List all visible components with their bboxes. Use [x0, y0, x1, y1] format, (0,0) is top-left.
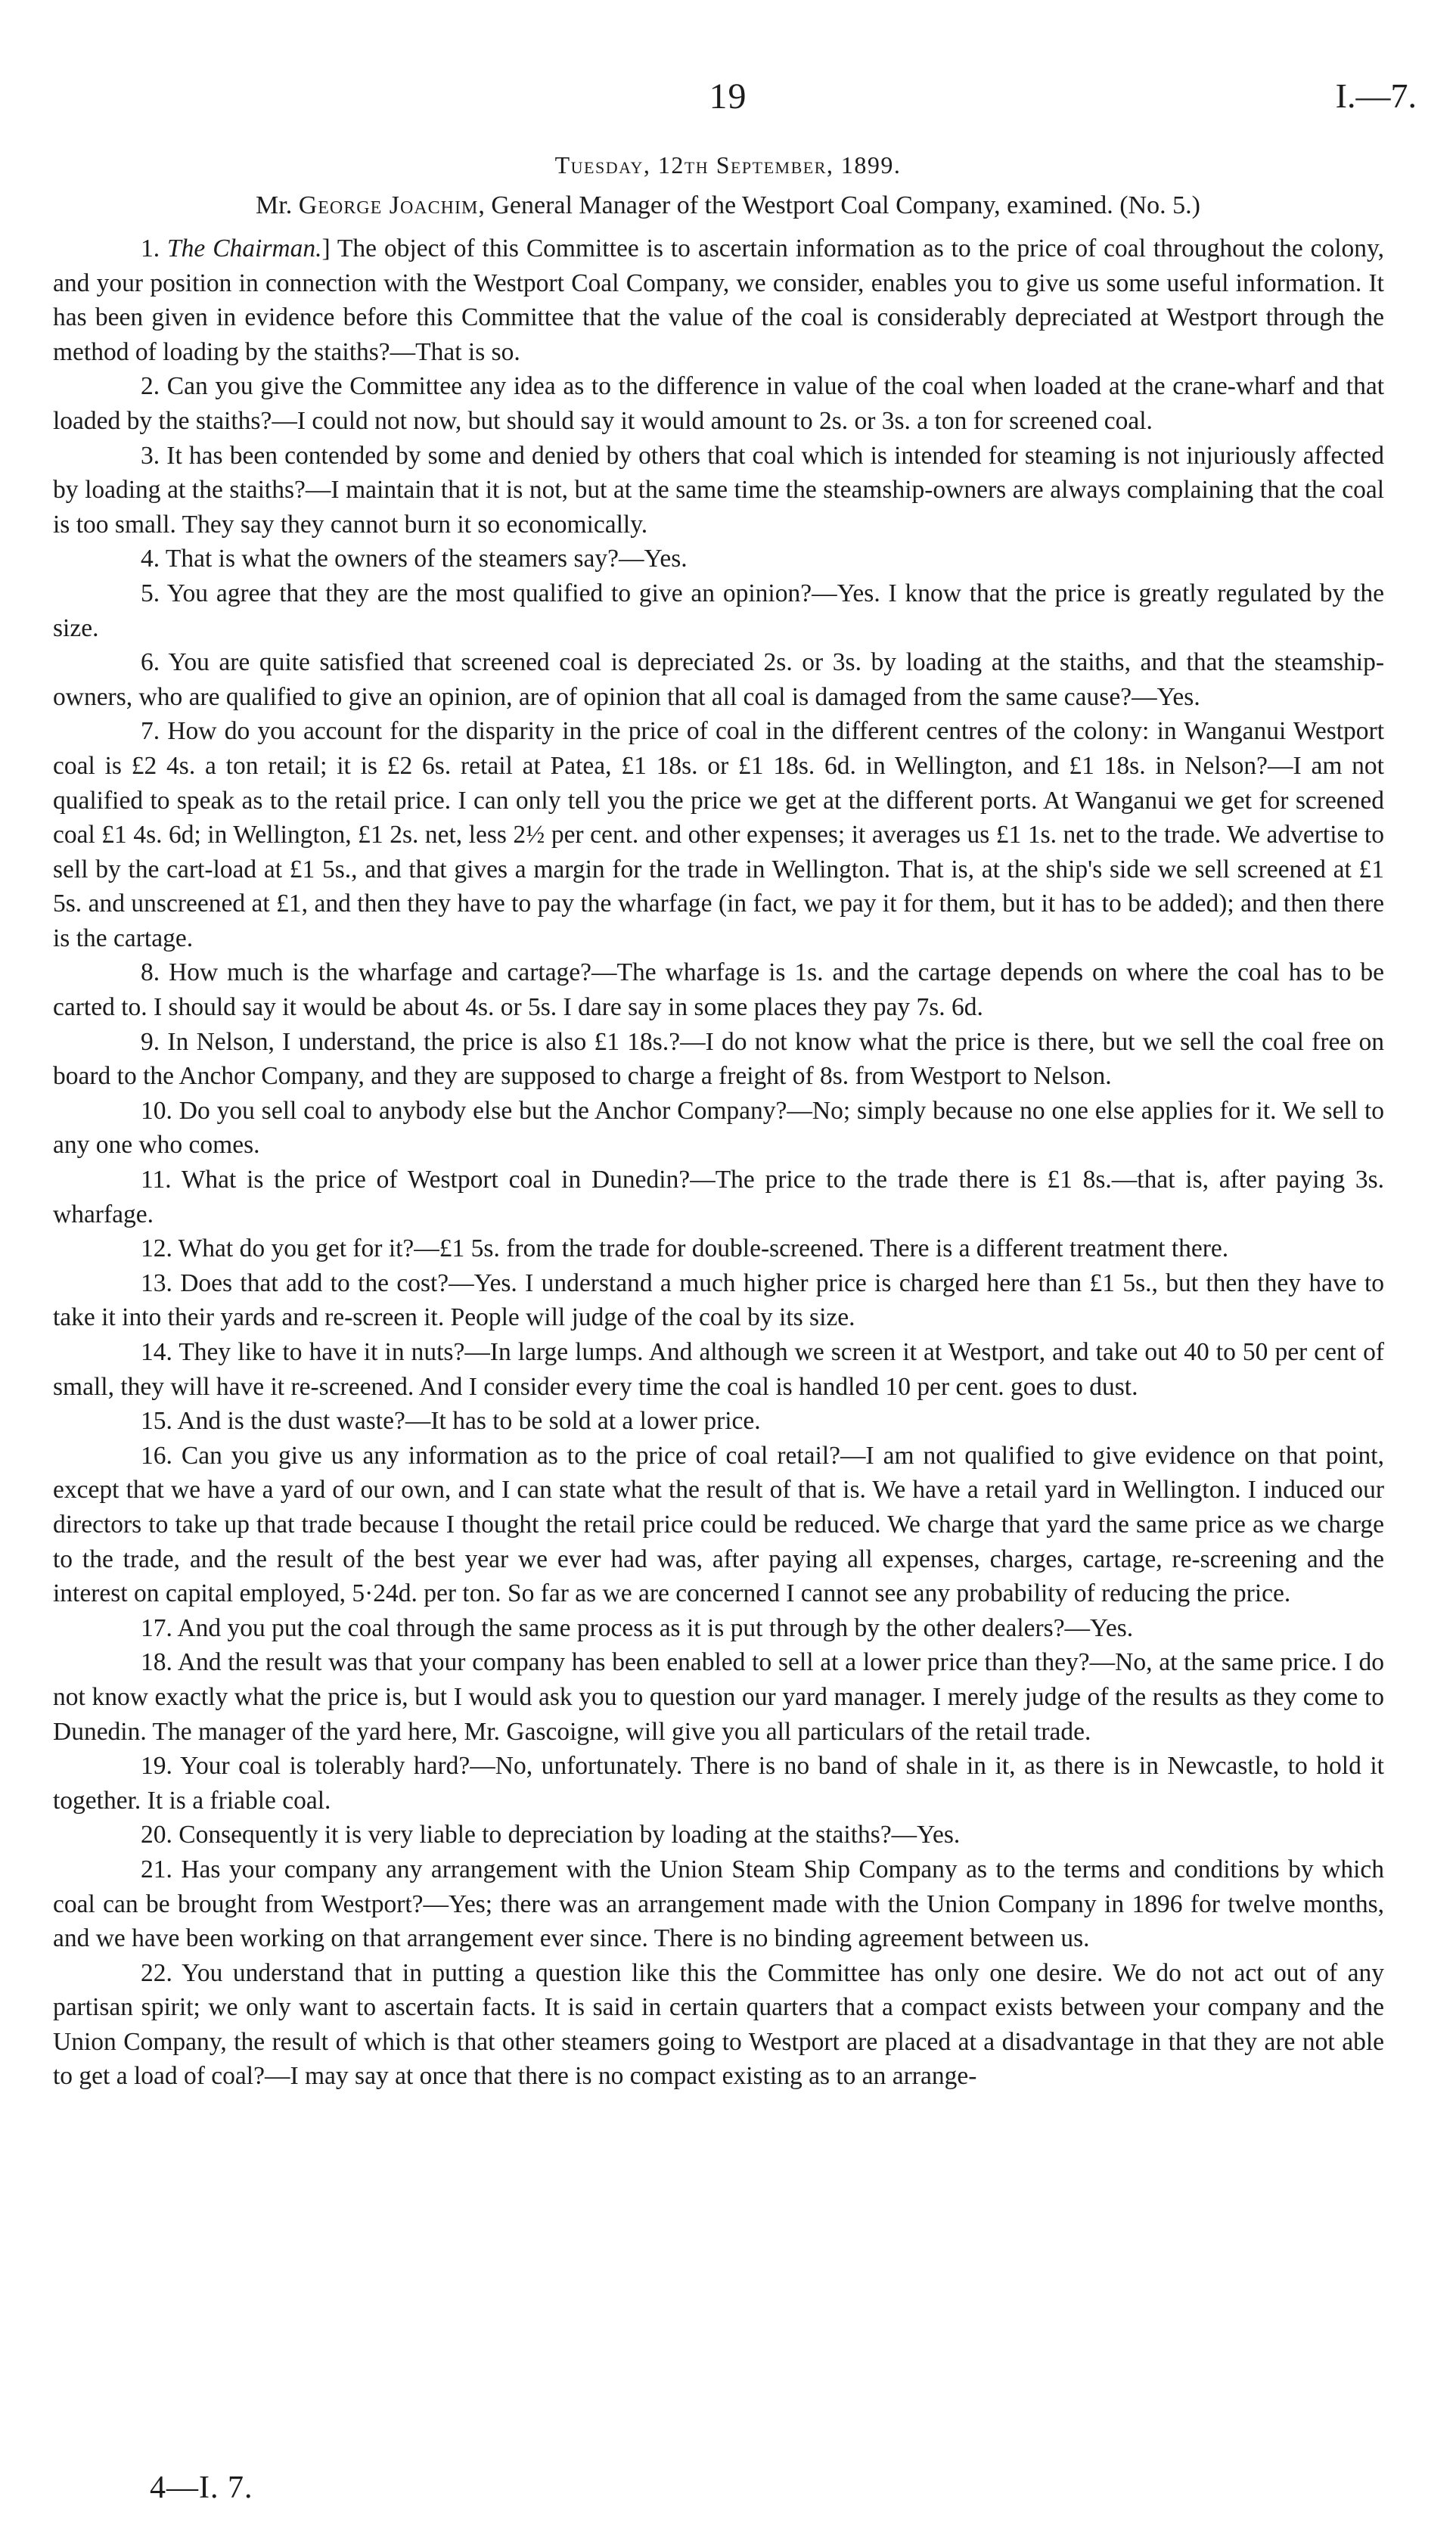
witness-prefix: Mr.: [256, 191, 299, 219]
question-paragraph: [53, 645, 1384, 714]
question-number: 16.: [141, 1441, 172, 1470]
question-paragraph: [53, 1163, 1384, 1231]
question-text: And is the dust waste?—It has to be sold at a lower price.: [177, 1407, 761, 1436]
question-number: 20.: [141, 1821, 172, 1849]
question-number: 6.: [141, 648, 160, 677]
question-text: In Nelson, I understand, the price is also £1 18s.?—I do not know what the price is there, but we sell the coal free on board to the Anchor Company, and they are supposed to charge a freight of 8s. from Westport to Nelson.: [53, 1027, 1384, 1091]
question-number: 3.: [141, 441, 160, 470]
question-number: 15.: [141, 1407, 172, 1436]
question-paragraph: [53, 576, 1384, 645]
question-text: It has been contended by some and denied by others that coal which is intended for steaming is not injuriously affected by loading at the staiths?—I maintain that it is not, but at the same time the steamship-owners are always complaining that the coal is too small. They say they cannot burn it so economically.: [53, 441, 1385, 539]
question-paragraph: [53, 1611, 1384, 1646]
question-paragraph: [53, 542, 1384, 576]
question-paragraph: [53, 955, 1384, 1024]
question-text: Do you sell coal to anybody else but the Anchor Company?—No; simply because no one else applies for it. We sell to any one who comes.: [53, 1096, 1385, 1160]
question-text: They like to have it in nuts?—In large lumps. And although we screen it at Westport, and take out 40 to 50 per cent of small, they will have it re-screened. And I consider every time the coal is handled 10 per cent. goes to dust.: [53, 1338, 1385, 1401]
date-heading: Tuesday, 12th September, 1899.: [554, 151, 902, 179]
question-number: 19.: [141, 1752, 172, 1781]
question-text: How much is the wharfage and cartage?—The wharfage is 1s. and the cartage depends on where the coal has to be carted to. I should say it would be about 4s. or 5s. I dare say in some places they pay 7s. 6d.: [53, 958, 1384, 1022]
question-number: 2.: [141, 372, 160, 401]
question-number: 22.: [141, 1958, 172, 1987]
question-number: 21.: [141, 1855, 172, 1883]
question-paragraph: [53, 1956, 1384, 2094]
question-paragraph: [53, 1439, 1384, 1611]
question-paragraph: [53, 1335, 1384, 1404]
question-paragraph: [53, 369, 1384, 438]
witness-heading: [0, 191, 1456, 220]
witness-description: , General Manager of the Westport Coal Company, examined. (No. 5.): [478, 191, 1200, 219]
question-paragraph: [53, 1025, 1384, 1094]
question-text: ] The object of this Committee is to ascertain information as to the price of coal throughout the colony, and your position in connection with the Westport Coal Company, we consider, enables you to give us some useful information. It has been given in evidence before this Committee that the value of the coal is considerably depreciated at Westport through the method of loading by the staiths?—That is so.: [53, 234, 1384, 366]
question-paragraph: [53, 1231, 1384, 1266]
question-paragraph: [53, 1404, 1384, 1439]
question-number: 1.: [141, 234, 160, 262]
page-number: 19: [709, 76, 747, 116]
question-number: 7.: [141, 717, 160, 746]
question-number: 11.: [141, 1166, 172, 1194]
question-paragraph: [53, 714, 1384, 955]
question-paragraph: [53, 1852, 1384, 1956]
question-paragraph: [53, 231, 1384, 369]
sheet-signature: 4—I. 7.: [150, 2470, 253, 2505]
question-number: 12.: [141, 1234, 172, 1263]
question-number: 4.: [141, 545, 160, 573]
question-text: Your coal is tolerably hard?—No, unfortunately. There is no band of shale in it, as there is in Newcastle, to hold it together. It is a friable coal.: [53, 1752, 1384, 1815]
question-text: How do you account for the disparity in the price of coal in the different centres of the colony: in Wanganui Westport coal is £2 4s. a ton retail; it is £2 6s. retail at Patea, £1 18s. or £1 18s. 6d. in Wellington, and £1 18s. in Nelson?—I am not qualified to speak as to the retail price. I can only tell you the price we get at the different ports. At Wanganui we get for screened coal £1 4s. 6d; in Wellington, £1 2s. net, less 2½ per cent. and other expenses; it averages us £1 1s. net to the trade. We advertise to sell by the cart-load at £1 5s., and that gives a margin for the trade in Wellington. That is, at the ship's side we sell screened at £1 5s. and unscreened at £1, and then they have to pay the wharfage (in fact, we pay it for them, but it has to be added); and then there is the cartage.: [53, 717, 1384, 952]
question-paragraph: [53, 1094, 1384, 1163]
question-number: 5.: [141, 579, 160, 607]
question-text: And you put the coal through the same process as it is put through by the other dealers?—Yes.: [177, 1613, 1134, 1642]
question-number: 13.: [141, 1268, 172, 1297]
question-text: And the result was that your company has been enabled to sell at a lower price than they?—No, at the same price. I do not know exactly what the price is, but I would ask you to question our yard manager. I merely judge of the results as they come to Dunedin. The manager of the yard here, Mr. Gascoigne, will give you all particulars of the retail trade.: [53, 1648, 1384, 1746]
series-number: I.—7.: [1335, 76, 1417, 115]
question-paragraph: [53, 1818, 1384, 1852]
question-text: What do you get for it?—£1 5s. from the trade for double-screened. There is a different treatment there.: [178, 1234, 1229, 1263]
question-text: Can you give the Committee any idea as to the difference in value of the coal when loaded at the crane-wharf and that loaded by the staiths?—I could not now, but should say it would amount to 2s. or 3s. a ton for screened coal.: [53, 372, 1384, 435]
question-number: 9.: [141, 1027, 160, 1056]
question-text: You agree that they are the most qualified to give an opinion?—Yes. I know that the price is greatly regulated by the size.: [53, 579, 1384, 642]
question-number: 14.: [141, 1338, 172, 1366]
question-paragraph: [53, 1266, 1384, 1335]
question-number: 17.: [141, 1613, 172, 1642]
question-text: Consequently it is very liable to depreciation by loading at the staiths?—Yes.: [179, 1821, 961, 1849]
witness-name: George Joachim: [298, 191, 479, 219]
question-paragraph: [53, 439, 1384, 542]
question-number: 8.: [141, 958, 160, 987]
question-number: 10.: [141, 1096, 172, 1125]
question-text: Does that add to the cost?—Yes. I understand a much higher price is charged here than £1 5s., but then they have to take it into their yards and re-screen it. People will judge of the coal by its size.: [53, 1268, 1385, 1332]
question-text: That is what the owners of the steamers say?—Yes.: [165, 545, 688, 573]
question-text: What is the price of Westport coal in Dunedin?—The price to the trade there is £1 8s.—that is, after paying 3s. wharfage.: [53, 1166, 1384, 1228]
question-paragraph: [53, 1749, 1384, 1818]
question-text: You understand that in putting a question like this the Committee has only one desire. We do not act out of any partisan spirit; we only want to ascertain facts. It is said in certain quarters that a compact exists between your company and the Union Company, the result of which is that other steamers going to Westport are placed at a disadvantage in that they are not able to get a load of coal?—I may say at once that there is no compact existing as to an arrange-: [53, 1958, 1384, 2091]
evidence-body: [53, 231, 1384, 2094]
question-text: Has your company any arrangement with the Union Steam Ship Company as to the terms and conditions by which coal can be brought from Westport?—Yes; there was an arrangement made with the Union Company in 1896 for twelve months, and we have been working on that arrangement ever since. There is no binding agreement between us.: [53, 1855, 1384, 1953]
question-text: Can you give us any information as to the price of coal retail?—I am not qualified to give evidence on that point, except that we have a yard of our own, and I can state what the result of that is. We have a retail yard in Wellington. I induced our directors to take up that trade because I thought the retail price could be reduced. We charge that yard the same price as we charge to the trade, and the result of the best year we ever had was, after paying all expenses, charges, cartage, re-screening and the interest on capital employed, 5·24d. per ton. So far as we are concerned I cannot see any probability of reducing the price.: [53, 1441, 1384, 1608]
question-number: 18.: [141, 1648, 172, 1677]
question-speaker: The Chairman.: [167, 234, 322, 262]
question-paragraph: [53, 1645, 1384, 1749]
question-text: You are quite satisfied that screened coal is depreciated 2s. or 3s. by loading at the staiths, and that the steamship-owners, who are qualified to give an opinion, are of opinion that all coal is damaged from the same cause?—Yes.: [53, 648, 1384, 711]
